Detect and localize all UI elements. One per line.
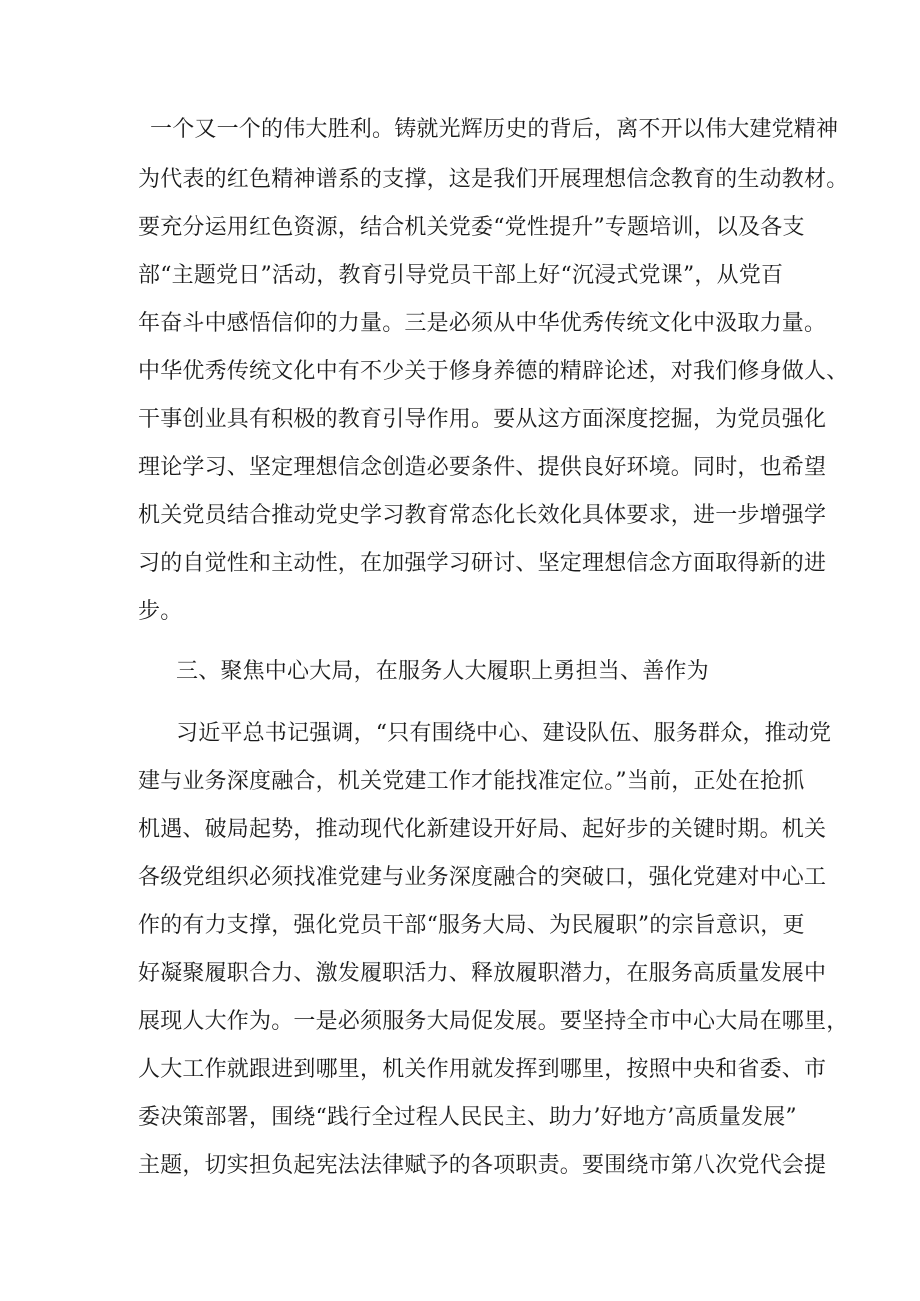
paragraph-1-line-5: 年奋斗中感悟信仰的力量。三是必须从中华优秀传统文化中汲取力量。 <box>138 311 827 336</box>
paragraph-2-line-10: 主题，切实担负起宪法法律赋予的各项职责。要围绕市第八次党代会提 <box>138 1153 827 1178</box>
paragraph-1-line-9: 机关党员结合推动党史学习教育常态化长效化具体要求，进一步增强学 <box>138 503 827 528</box>
paragraph-1-line-4: 部“主题党日”活动，教育引导党员干部上好“沉浸式党课”，从党百 <box>138 263 784 288</box>
paragraph-2-line-2: 建与业务深度融合，机关党建工作才能找准定位。”当前，正处在抢抓 <box>138 769 805 794</box>
paragraph-1-line-1: 一个又一个的伟大胜利。铸就光辉历史的背后，离不开以伟大建党精神 <box>150 117 839 142</box>
paragraph-2-line-1: 习近平总书记强调，“只有围绕中心、建设队伍、服务群众，推动党 <box>176 721 832 746</box>
paragraph-2-line-9: 委决策部署，围绕“践行全过程人民民主、助力’好地方’高质量发展” <box>138 1105 797 1130</box>
paragraph-2-line-6: 好凝聚履职合力、激发履职活力、释放履职潜力，在服务高质量发展中 <box>138 961 827 986</box>
paragraph-1-line-2: 为代表的红色精神谱系的支撑，这是我们开展理想信念教育的生动教材。 <box>138 167 849 192</box>
paragraph-1-line-10: 习的自觉性和主动性，在加强学习研讨、坚定理想信念方面取得新的进 <box>138 551 827 576</box>
paragraph-1-line-3: 要充分运用红色资源，结合机关党委“党性提升”专题培训，以及各支 <box>138 215 805 240</box>
paragraph-2-line-3: 机遇、破局起势，推动现代化新建设开好局、起好步的关键时期。机关 <box>138 817 827 842</box>
paragraph-2-line-8: 人大工作就跟进到哪里，机关作用就发挥到哪里，按照中央和省委、市 <box>138 1057 827 1082</box>
paragraph-1-line-6: 中华优秀传统文化中有不少关于修身养德的精辟论述，对我们修身做人、 <box>138 359 849 384</box>
section-heading: 三、聚焦中心大局，在服务人大履职上勇担当、善作为 <box>176 659 709 684</box>
paragraph-1-line-11: 步。 <box>138 599 183 624</box>
paragraph-1-line-8: 理论学习、坚定理想信念创造必要条件、提供良好环境。同时，也希望 <box>138 455 827 480</box>
paragraph-2-line-5: 作的有力支撑，强化党员干部“服务大局、为民履职”的宗旨意识，更 <box>138 913 805 938</box>
paragraph-2-line-7: 展现人大作为。一是必须服务大局促发展。要坚持全市中心大局在哪里， <box>138 1009 849 1034</box>
paragraph-1-line-7: 干事创业具有积极的教育引导作用。要从这方面深度挖掘，为党员强化 <box>138 407 827 432</box>
paragraph-2-line-4: 各级党组织必须找准党建与业务深度融合的突破口，强化党建对中心工 <box>138 865 827 890</box>
